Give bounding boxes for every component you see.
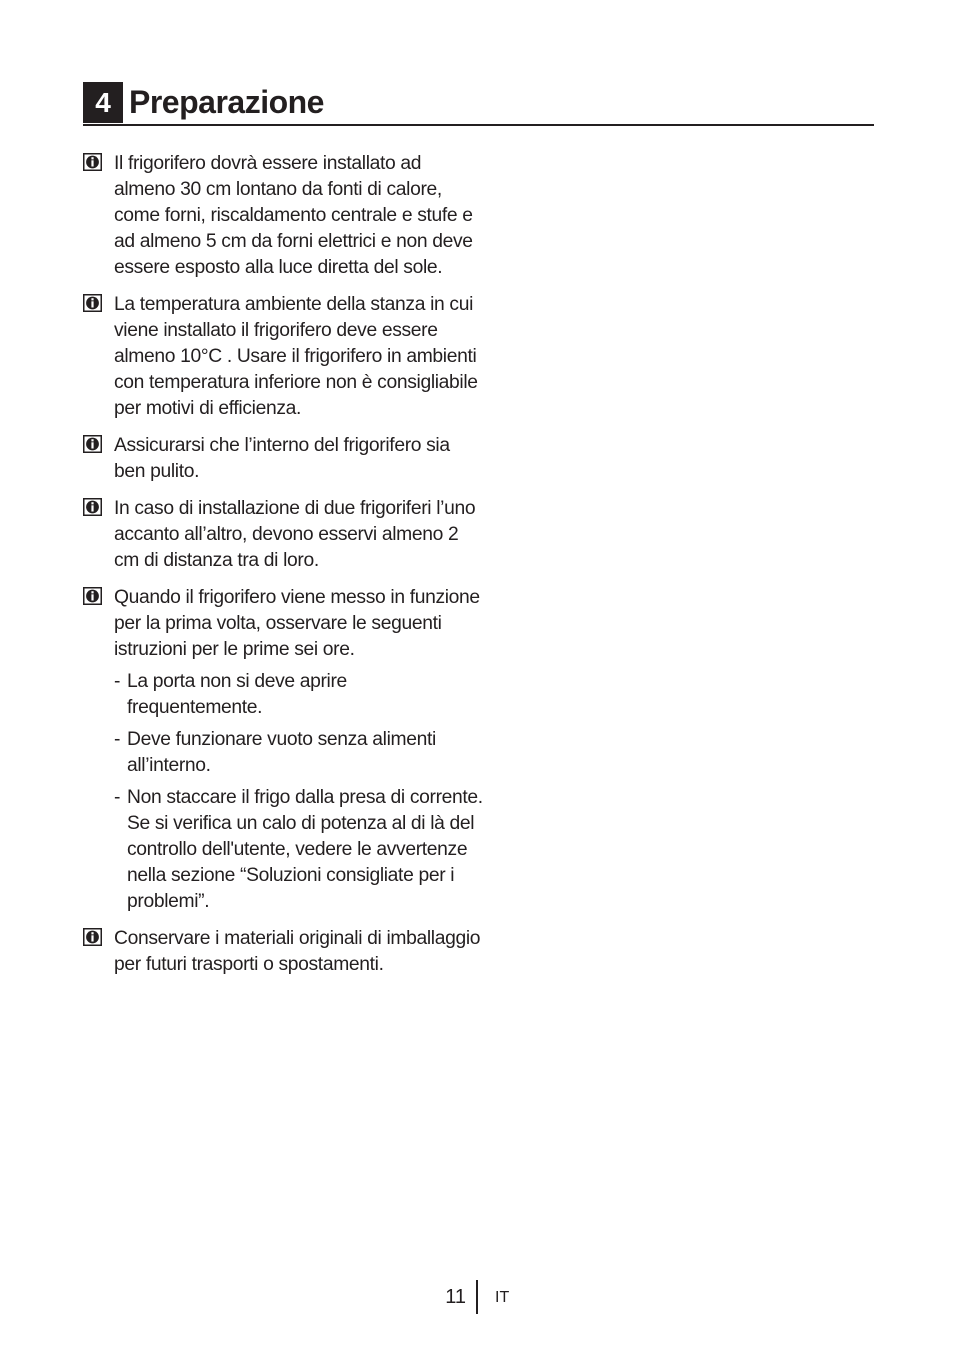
- note-text: Assicurarsi che l’interno del frigorifero sia ben pulito.: [114, 435, 450, 482]
- note-item: [83, 433, 483, 485]
- info-icon: [83, 435, 102, 453]
- note-text: Quando il frigorifero viene messo in funzione per la prima volta, osservare le seguenti istruzioni per le prime sei ore.: [114, 587, 480, 660]
- dash-bullet: -: [114, 671, 121, 692]
- sub-item-text: La porta non si deve aprire frequentemente.: [127, 671, 347, 718]
- note-item: [83, 926, 483, 978]
- note-text: Conservare i materiali originali di imballaggio per futuri trasporti o spostamenti.: [114, 928, 481, 975]
- note-item: [83, 151, 483, 281]
- section-title: Preparazione: [129, 84, 324, 120]
- sub-item-text: Non staccare il frigo dalla presa di corrente. Se si verifica un calo di potenza al di là del controllo dell'utente, vedere le avvertenze nella sezione “Soluzioni consigliate per i problemi”.: [127, 787, 483, 912]
- info-icon: [83, 294, 102, 312]
- page-number: 11: [445, 1286, 466, 1308]
- note-item: [83, 292, 483, 422]
- notes-list: [83, 151, 483, 989]
- sub-item: [114, 669, 483, 721]
- note-text: La temperatura ambiente della stanza in cui viene installato il frigorifero deve essere almeno 10°C . Usare il frigorifero in ambienti con temperatura inferiore non è consigliabile per motivi di efficienza.: [114, 294, 478, 419]
- dash-bullet: -: [114, 729, 121, 750]
- info-icon: [83, 153, 102, 171]
- dash-bullet: -: [114, 787, 121, 808]
- info-icon: [83, 498, 102, 516]
- note-text: In caso di installazione di due frigoriferi l’uno accanto all’altro, devono esservi almeno 2 cm di distanza tra di loro.: [114, 498, 476, 571]
- page-footer: [0, 1280, 954, 1316]
- sub-item: [114, 785, 483, 915]
- sub-item-text: Deve funzionare vuoto senza alimenti all’interno.: [127, 729, 436, 776]
- note-item: [83, 585, 483, 915]
- language-code: IT: [495, 1289, 510, 1306]
- info-icon: [83, 928, 102, 946]
- section-number: 4: [83, 82, 123, 123]
- footer-divider: [476, 1280, 478, 1314]
- note-item: [83, 496, 483, 574]
- section-header: [83, 82, 874, 126]
- note-text: Il frigorifero dovrà essere installato ad almeno 30 cm lontano da fonti di calore, come forni, riscaldamento centrale e stufe e ad almeno 5 cm da forni elettrici e non deve essere esposto alla luce diretta del sole.: [114, 153, 473, 278]
- info-icon: [83, 587, 102, 605]
- sub-item: [114, 727, 483, 779]
